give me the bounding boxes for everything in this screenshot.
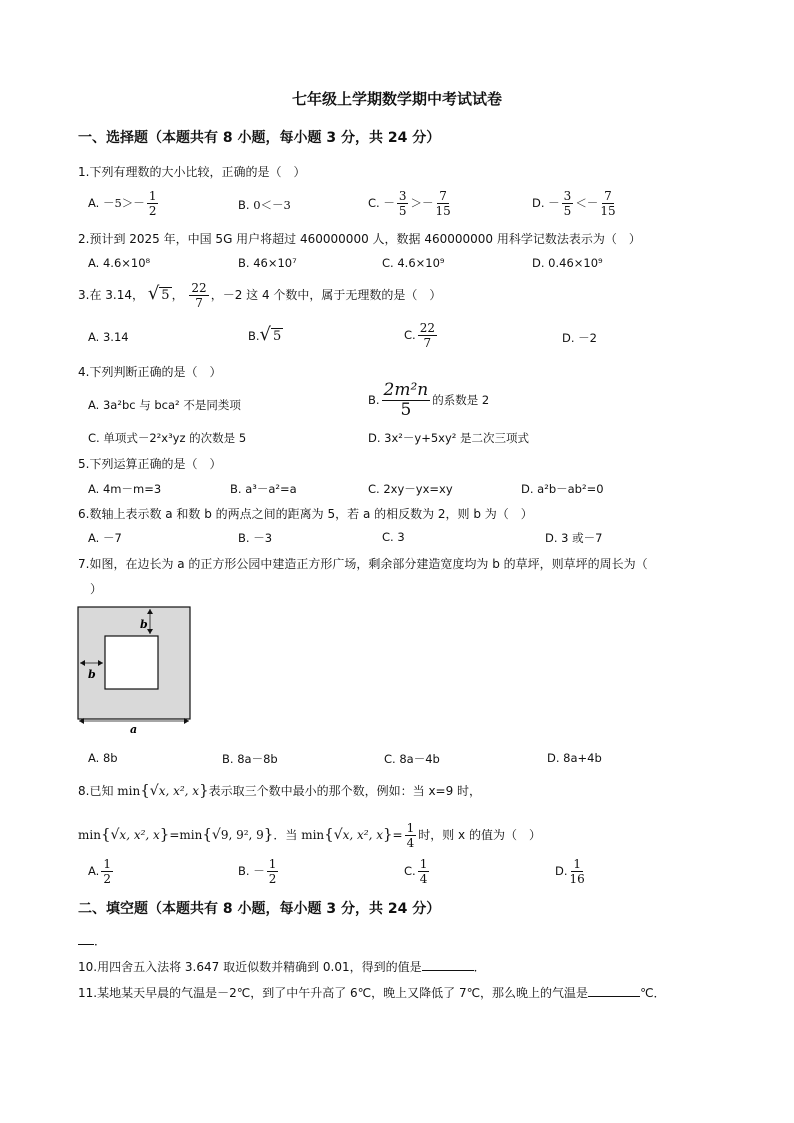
q8-min-2: min	[78, 828, 101, 842]
q8-line2-post: 时，则 x 的值为（ ）	[418, 828, 541, 842]
q3-c-fraction: $\frac{22}{7}$	[419, 321, 435, 350]
label-b-top: b	[140, 618, 148, 631]
q8-a-label: A.	[88, 864, 100, 878]
q7-option-a: A. 8b	[88, 751, 118, 765]
q3-option-a: A. 3.14	[88, 330, 129, 344]
q8-set: x, x², x	[158, 784, 200, 798]
q3-b-label: B.	[248, 329, 260, 343]
q8-option-d	[555, 858, 587, 885]
q8-set-3: 9, 9², 9	[220, 828, 264, 842]
q1-d-label: D.	[532, 196, 545, 210]
q7-option-c: C. 8a－4b	[384, 752, 440, 766]
q1-c-label: C.	[368, 196, 380, 210]
q1-d-fraction-1: $\frac{3}{5}$	[563, 189, 572, 218]
q11	[78, 984, 666, 1001]
q8-eq: =min	[169, 828, 203, 842]
q5-stem: 5.下列运算正确的是（ ）	[78, 457, 222, 471]
q8-option-a	[88, 858, 115, 885]
page-title: 七年级上学期数学期中考试试卷	[291, 90, 502, 108]
section-2-heading: 二、填空题（本题共有 8 小题，每小题 3 分，共 24 分）	[78, 901, 441, 917]
q8-min-3: min	[301, 828, 325, 842]
q7-option-b: B. 8a－8b	[222, 752, 278, 766]
q1-b-label: B.	[238, 198, 250, 212]
q8-d-label: D.	[555, 864, 568, 878]
label-b-left: b	[88, 668, 96, 681]
q10-period: ．	[473, 960, 486, 974]
q7-figure	[76, 605, 194, 735]
q8-option-c	[404, 858, 431, 885]
q5-option-a: A. 4m－m=3	[88, 482, 162, 496]
q6-stem: 6.数轴上表示数 a 和数 b 的两点之间的距离为 5，若 a 的相反数为 2，则 b 为（ ）	[78, 507, 533, 521]
q4-option-c: C. 单项式－2²x³yz 的次数是 5	[88, 431, 247, 445]
q6-option-a: A. －7	[88, 531, 122, 545]
q3-stem: 3.在 3.14， √ 5 ， $\frac{22}{7}$ ，－2 这 4 个数中，属于无理数的是（ ）	[78, 281, 442, 310]
q8-line-2: min{√x, x², x}=min{√9, 9², 9}．当 min{√x, x², x}= $\frac{1}{4}$ 时，则 x 的值为（ ）	[78, 821, 541, 850]
q4-b-fraction: $\frac{\text{2m²n}}{5}$	[383, 380, 429, 420]
q1-b-expr: 0＜－3	[253, 198, 291, 212]
q2-option-d: D. 0.46×10⁹	[532, 256, 603, 270]
q8-c-label: C.	[404, 864, 416, 878]
q4-option-b	[368, 382, 489, 419]
q11-stem: 11.某地某天早晨的气温是－2℃，到了中午升高了 6℃，晚上又降低了 7℃，那么晚上的气温是	[78, 986, 589, 1000]
q8-a-fraction: $\frac{1}{2}$	[103, 857, 111, 886]
q1-c-compare: ＞－	[410, 196, 434, 210]
q5-option-c: C. 2xy－yx=xy	[368, 482, 453, 496]
q1-option-c	[368, 190, 453, 217]
q8-b-sign: －	[253, 864, 265, 878]
q6-option-c: C. 3	[382, 530, 405, 544]
q4-b-post: 的系数是 2	[432, 393, 490, 407]
q1-a-expr: －5＞－	[102, 196, 145, 210]
q4-stem: 4.下列判断正确的是（ ）	[78, 365, 222, 379]
q1-option-d	[532, 190, 618, 217]
q3-stem-fraction: $\frac{22}{7}$	[191, 281, 207, 310]
q1-c-fraction-2: $\frac{7}{15}$	[435, 189, 451, 218]
q10	[78, 958, 486, 975]
q1-d-compare: ＜－	[575, 196, 599, 210]
q1-a-label: A.	[88, 196, 100, 210]
q8-d-fraction: $\frac{1}{16}$	[569, 857, 585, 886]
q6-option-b: B. －3	[238, 531, 273, 545]
q3-stem-pre: 3.在 3.14，	[78, 288, 144, 302]
q1-a-fraction: $\frac{1}{2}$	[148, 189, 157, 218]
q2-option-b: B. 46×10⁷	[238, 256, 297, 270]
q10-blank[interactable]	[422, 960, 474, 971]
q8-b-fraction: $\frac{1}{2}$	[268, 857, 277, 886]
q9-blank[interactable]	[78, 934, 94, 945]
section-1-heading: 一、选择题（本题共有 8 小题，每小题 3 分，共 24 分）	[78, 130, 441, 146]
q7-stem: 7.如图，在边长为 a 的正方形公园中建造正方形广场，剩余部分建造宽度均为 b 的草坪，则草坪的周长为（	[78, 557, 648, 571]
q4-b-label: B.	[368, 393, 380, 407]
q9-tail	[78, 932, 106, 949]
q8-line1-post: 表示取三个数中最小的那个数，例如：当 x=9 时，	[208, 784, 482, 798]
q5-option-d: D. a²b－ab²=0	[521, 482, 604, 496]
q6-option-d: D. 3 或－7	[545, 531, 603, 545]
q8-c-fraction: $\frac{1}{4}$	[419, 857, 428, 886]
label-a: a	[130, 723, 138, 735]
q4-option-a: A. 3a²bc 与 bca² 不是同类项	[88, 398, 241, 412]
q8-pre: 8.已知	[78, 784, 114, 798]
q8-mid: ．当	[273, 828, 298, 842]
q2-stem: 2.预计到 2025 年，中国 5G 用户将超过 460000000 人，数据 460000000 用科学记数法表示为（ ）	[78, 232, 641, 246]
q2-option-c: C. 4.6×10⁹	[382, 256, 445, 270]
inner-square	[105, 636, 158, 689]
q1-stem: 1.下列有理数的大小比较，正确的是（ ）	[78, 165, 306, 179]
q3-option-c	[404, 322, 439, 349]
q1-option-a	[88, 190, 160, 217]
q8-b-label: B.	[238, 864, 250, 878]
q8-quarter: $\frac{1}{4}$	[406, 821, 415, 850]
q1-c-sign: －	[383, 196, 395, 210]
q8-set-4: x, x², x	[342, 828, 383, 842]
q11-unit: ℃．	[640, 986, 666, 1000]
q1-c-fraction-1: $\frac{3}{5}$	[398, 189, 407, 218]
q8-line-1: 8.已知 min{√x, x², x}表示取三个数中最小的那个数，例如：当 x=9 时，	[78, 781, 482, 799]
q11-blank[interactable]	[588, 986, 640, 997]
q7-option-d: D. 8a+4b	[547, 751, 602, 765]
q3-option-b	[248, 324, 283, 345]
q8-option-b	[238, 858, 280, 885]
q3-stem-sqrt: √ 5	[147, 283, 170, 304]
q8-min: min	[117, 784, 141, 798]
q7-stem-cont: ）	[78, 582, 103, 596]
q9-period: ．	[94, 934, 107, 948]
q8-eq-2: =	[392, 828, 403, 842]
q10-stem: 10.用四舍五入法将 3.647 取近似数并精确到 0.01，得到的值是	[78, 960, 422, 974]
q3-b-sqrt: √ 5	[259, 324, 282, 345]
q8-set-2: x, x², x	[119, 828, 160, 842]
q5-option-b: B. a³－a²=a	[230, 482, 297, 496]
q3-option-d: D. －2	[562, 331, 597, 345]
q1-option-b	[238, 197, 291, 213]
q3-c-label: C.	[404, 328, 416, 342]
q1-d-sign: －	[548, 196, 560, 210]
q1-d-fraction-2: $\frac{7}{15}$	[600, 189, 616, 218]
q3-stem-post: ，－2 这 4 个数中，属于无理数的是（ ）	[210, 288, 442, 302]
q2-option-a: A. 4.6×10⁸	[88, 256, 151, 270]
q4-option-d: D. 3x²－y+5xy² 是二次三项式	[368, 431, 530, 445]
